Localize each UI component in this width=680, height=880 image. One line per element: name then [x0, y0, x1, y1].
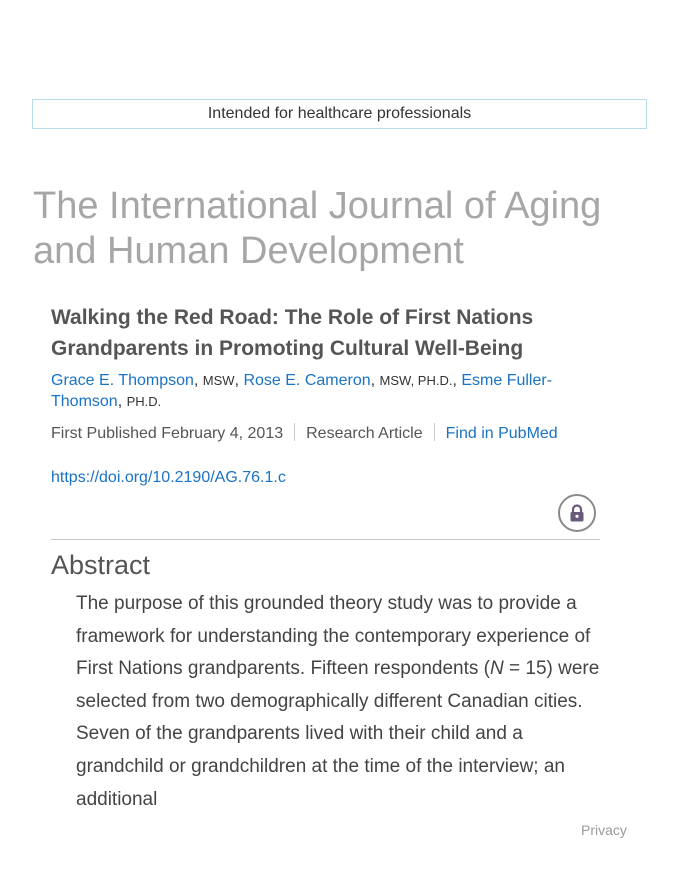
meta-divider [294, 423, 295, 441]
meta-divider [434, 423, 435, 441]
author-degree: MSW, PH.D. [379, 373, 453, 388]
lock-icon [569, 504, 585, 522]
author-link-fuller-thomson[interactable]: Esme Fuller-Thomson [51, 372, 553, 410]
author-degree: MSW [202, 373, 235, 388]
abstract-heading: Abstract [51, 550, 151, 580]
article-title: Walking the Red Road: The Role of First Nations Grandparents in Promoting Cultural Well-Being [51, 306, 534, 360]
healthcare-notice-banner [32, 99, 647, 129]
article-type: Research Article [306, 425, 423, 442]
find-in-pubmed-link[interactable]: Find in PubMed [445, 425, 558, 442]
author-list: Grace E. Thompson, MSW, Rose E. Cameron, MSW, PH.D., Esme Fuller-Thomson, PH.D. [51, 372, 553, 410]
author-degree: PH.D. [126, 394, 162, 409]
section-divider [51, 539, 600, 540]
access-lock-button[interactable] [558, 494, 596, 532]
author-link-cameron[interactable]: Rose E. Cameron [243, 372, 371, 389]
author-link-thompson[interactable]: Grace E. Thompson [51, 372, 194, 389]
abstract-text: The purpose of this grounded theory study was to provide a framework for understanding the contemporary experience of First Nations grandparents. Fifteen respondents (N = 15) were selected from two demographically different Canadian cities. Seven of the grandparents lived with their child and a grandchild or grandchildren at the time of the interview; an additional [76, 593, 600, 810]
privacy-link[interactable]: Privacy [581, 822, 627, 838]
sample-size-symbol: N [489, 658, 504, 680]
doi-link[interactable]: https://doi.org/10.2190/AG.76.1.c [51, 469, 286, 486]
healthcare-notice-text: Intended for healthcare professionals [207, 105, 472, 122]
journal-title[interactable]: The International Journal of Aging and Human Development [33, 185, 602, 272]
article-meta [51, 423, 611, 444]
publication-date: First Published February 4, 2013 [51, 425, 284, 442]
